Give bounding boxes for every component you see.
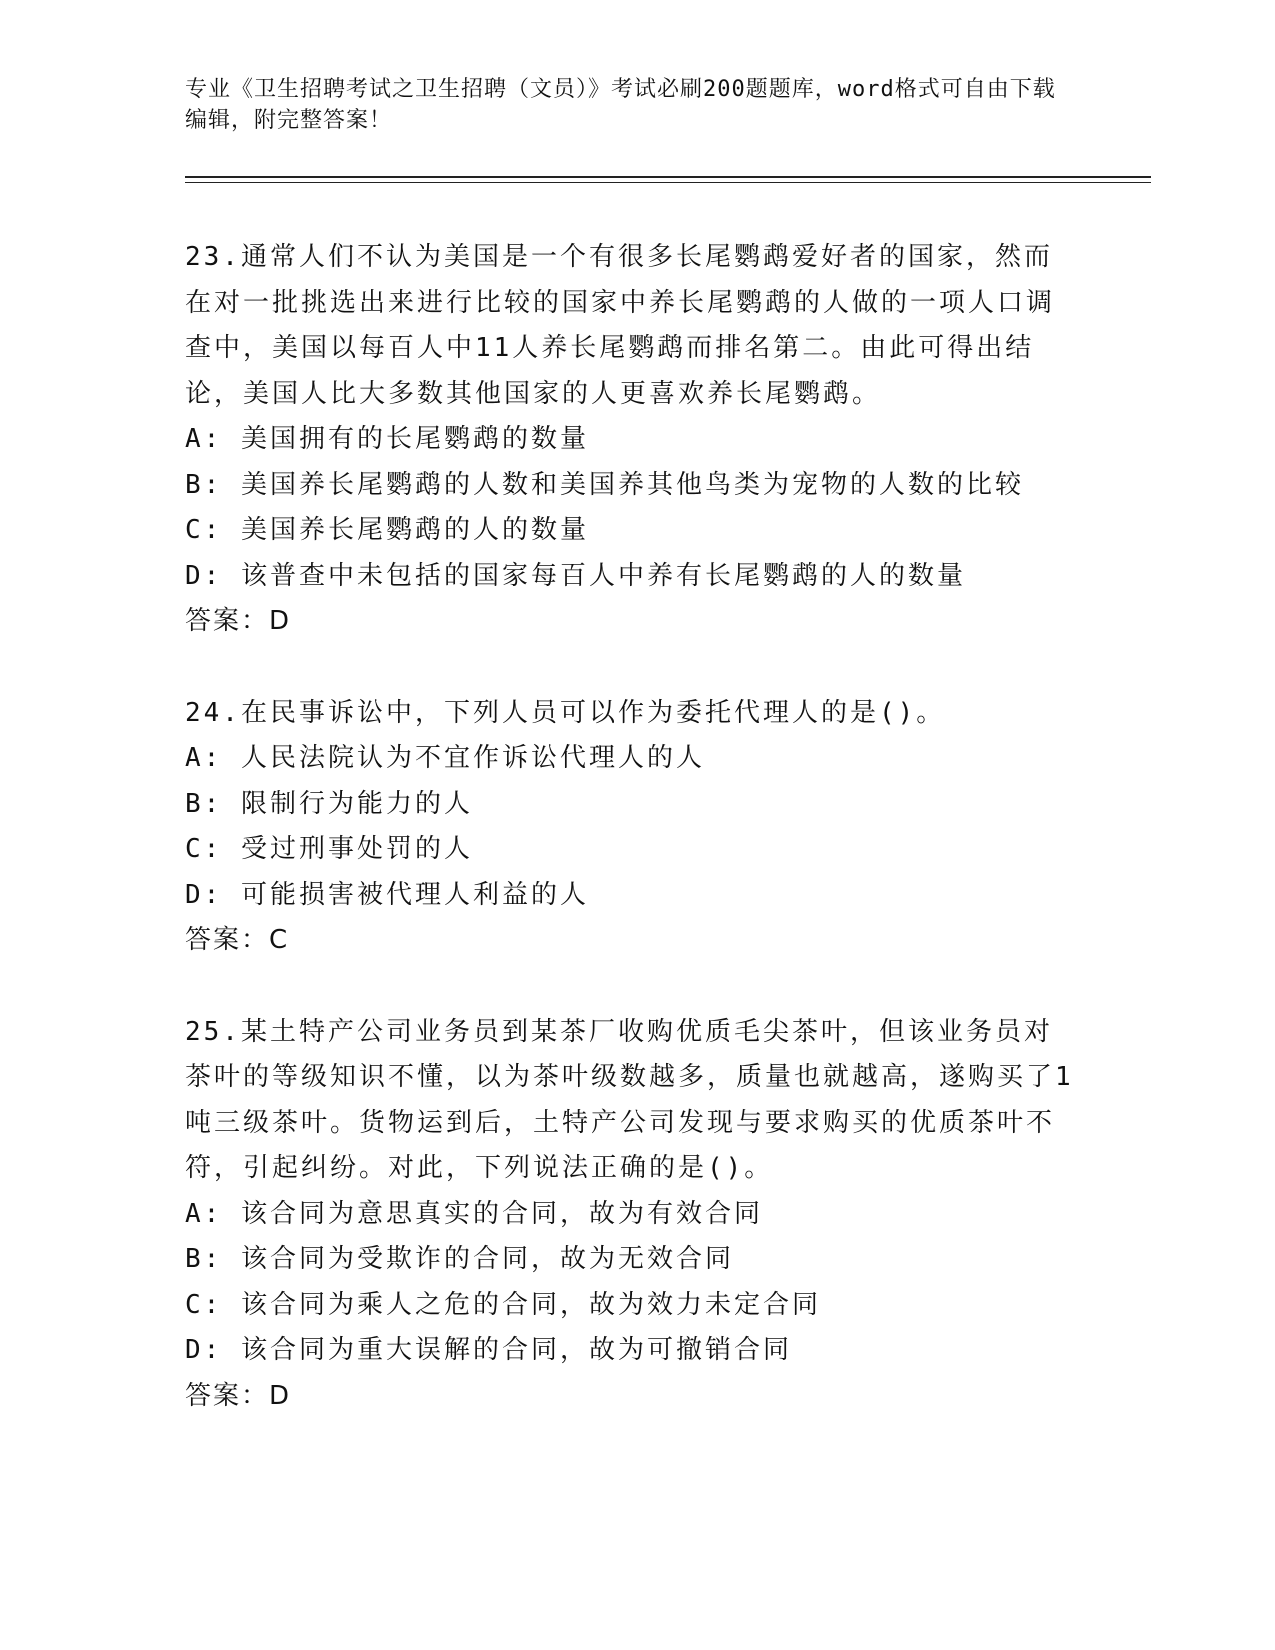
question-text: 25.某土特产公司业务员到某茶厂收购优质毛尖茶叶，但该业务员对茶叶的等级知识不懂，以为茶叶级数越多，质量也就越高，遂购买了1吨三级茶叶。货物运到后，土特产公司发现与要求购买的优质茶叶不符，引起纠纷。对此，下列说法正确的是()。 xyxy=(185,1016,1074,1183)
option-a xyxy=(185,417,1075,463)
question-list xyxy=(185,235,1075,1419)
option-letter: D: xyxy=(185,1335,223,1365)
option-text: 可能损害被代理人利益的人 xyxy=(240,879,589,910)
option-text: 人民法院认为不宜作诉讼代理人的人 xyxy=(240,743,705,773)
answer: 答案：C xyxy=(185,925,290,955)
header-divider-thin xyxy=(185,182,1151,183)
option-letter: D: xyxy=(185,560,223,591)
option-d xyxy=(185,873,1075,919)
question-24 xyxy=(185,691,1075,964)
option-c xyxy=(185,1283,1075,1329)
option-text: 美国拥有的长尾鹦鹉的数量 xyxy=(240,424,589,454)
option-letter: A: xyxy=(185,424,223,454)
option-letter: C: xyxy=(185,834,223,864)
option-letter: B: xyxy=(185,1244,223,1274)
option-letter: D: xyxy=(185,879,223,910)
option-text: 受过刑事处罚的人 xyxy=(240,834,473,864)
question-text: 24.在民事诉讼中，下列人员可以作为委托代理人的是()。 xyxy=(185,697,946,728)
question-text: 23.通常人们不认为美国是一个有很多长尾鹦鹉爱好者的国家，然而在对一批挑选出来进行比较的国家中养长尾鹦鹉的人做的一项人口调查中，美国以每百人中11人养长尾鹦鹉而排名第二。由此可得出结论，美国人比大多数其他国家的人更喜欢养长尾鹦鹉。 xyxy=(185,242,1056,409)
option-text: 该合同为意思真实的合同，故为有效合同 xyxy=(240,1198,763,1229)
option-b xyxy=(185,782,1075,828)
header-divider-thick xyxy=(185,176,1151,178)
question-23 xyxy=(185,235,1075,645)
question-25 xyxy=(185,1010,1075,1420)
option-text: 限制行为能力的人 xyxy=(240,788,473,819)
option-d xyxy=(185,554,1075,600)
option-letter: A: xyxy=(185,1198,223,1229)
option-letter: B: xyxy=(185,469,223,500)
option-text: 该普查中未包括的国家每百人中养有长尾鹦鹉的人的数量 xyxy=(240,560,966,591)
option-letter: C: xyxy=(185,1289,223,1320)
option-letter: A: xyxy=(185,743,223,773)
document-header: 专业《卫生招聘考试之卫生招聘（文员）》考试必刷200题题库，word格式可自由下载编辑，附完整答案！ xyxy=(185,77,1056,133)
question-gap xyxy=(185,964,1075,1010)
option-b xyxy=(185,1237,1075,1283)
answer: 答案：D xyxy=(185,606,292,636)
option-letter: C: xyxy=(185,515,223,545)
option-text: 该合同为重大误解的合同，故为可撤销合同 xyxy=(240,1335,792,1365)
option-b xyxy=(185,463,1075,509)
option-letter: B: xyxy=(185,788,223,819)
option-text: 美国养长尾鹦鹉的人的数量 xyxy=(240,515,589,545)
option-a xyxy=(185,736,1075,782)
option-c xyxy=(185,827,1075,873)
answer: 答案：D xyxy=(185,1380,292,1411)
option-d xyxy=(185,1328,1075,1374)
option-text: 美国养长尾鹦鹉的人数和美国养其他鸟类为宠物的人数的比较 xyxy=(240,469,1024,500)
option-c xyxy=(185,508,1075,554)
option-text: 该合同为乘人之危的合同，故为效力未定合同 xyxy=(240,1289,821,1320)
option-a xyxy=(185,1192,1075,1238)
option-text: 该合同为受欺诈的合同，故为无效合同 xyxy=(240,1244,734,1274)
question-gap xyxy=(185,645,1075,691)
